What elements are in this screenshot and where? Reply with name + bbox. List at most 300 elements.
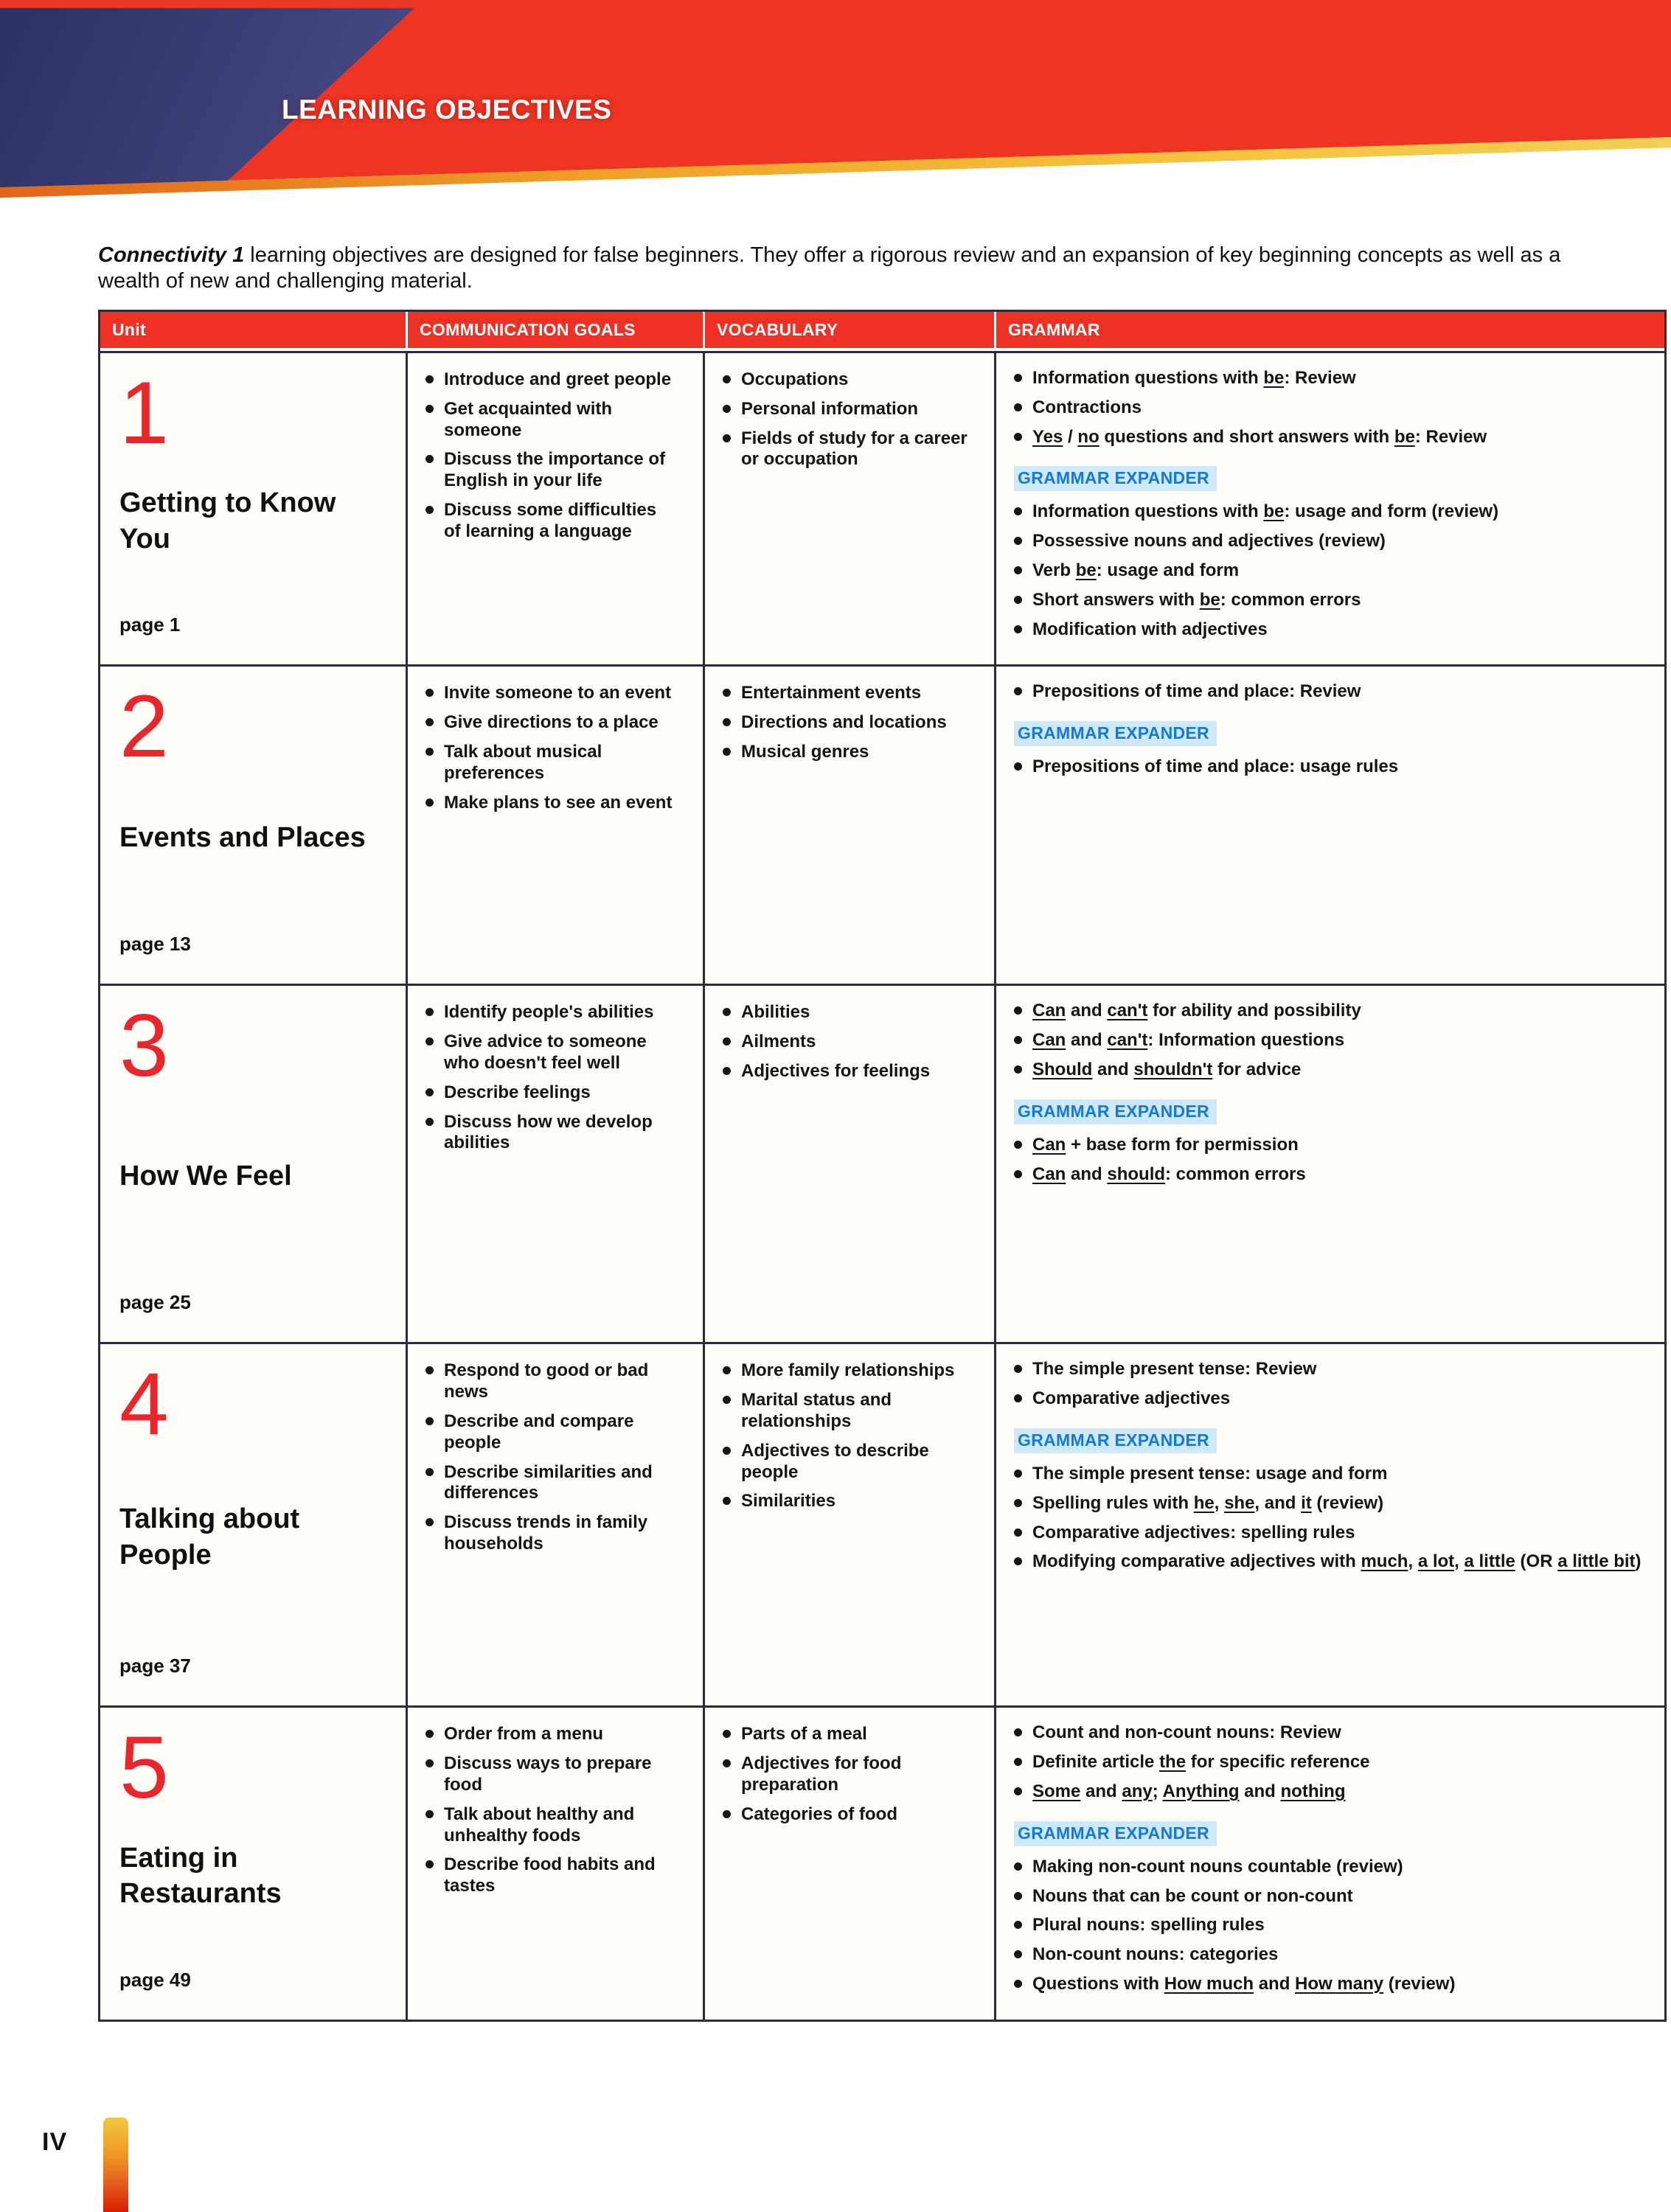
underlined-term: Can [1032, 1134, 1066, 1155]
bullet-icon [425, 1366, 434, 1374]
unit-title: Getting to Know You [119, 487, 336, 554]
list-item-text: Abilities [741, 1002, 810, 1023]
unit-title: How We Feel [119, 1161, 292, 1192]
list-item [1014, 1493, 1642, 1514]
list-item-text: Yes / no questions and short answers with be: Review [1032, 426, 1487, 447]
table-body [100, 351, 1664, 2020]
underlined-term: be [1263, 501, 1285, 522]
list-item-text: Make plans to see an event [444, 792, 673, 813]
list-item [1014, 1135, 1642, 1156]
list-item-text: Can and should: common errors [1032, 1164, 1306, 1184]
list-item [1014, 1886, 1642, 1907]
bullet-icon [1014, 1758, 1022, 1766]
unit-number: 3 [119, 996, 169, 1096]
list-item [1014, 560, 1642, 582]
unit-cell [100, 353, 406, 664]
list-item [723, 1753, 969, 1796]
underlined-term: the [1159, 1752, 1187, 1773]
list-item-text: Talk about musical preferences [444, 741, 602, 783]
list-item [1014, 1857, 1642, 1878]
underlined-term: shouldn't [1133, 1059, 1213, 1079]
list-item [425, 793, 678, 814]
vocabulary-cell [703, 667, 994, 984]
column-header-grammar: GRAMMAR [994, 312, 1664, 348]
underlined-term: Some [1032, 1781, 1081, 1801]
vocabulary-cell [703, 1344, 994, 1705]
underlined-term: much [1361, 1551, 1408, 1572]
bullet-icon [1014, 1394, 1022, 1402]
list-item-text: Discuss some difficulties of learning a language [444, 499, 657, 541]
unit-number: 5 [119, 1718, 169, 1818]
underlined-term: Can [1032, 1030, 1066, 1051]
list-item-text: Short answers with be: common errors [1032, 589, 1361, 610]
unit-number: 4 [119, 1354, 169, 1454]
column-header-vocabulary: VOCABULARY [703, 312, 994, 348]
unit-row [100, 1342, 1664, 1705]
list-item-text: Modification with adjectives [1032, 619, 1268, 639]
unit-cell [100, 1708, 406, 2019]
communication-goals-cell [406, 986, 703, 1342]
bullet-icon [723, 1810, 731, 1818]
underlined-term: be [1075, 560, 1097, 580]
list-item [1014, 757, 1642, 778]
bullet-icon [1014, 1499, 1022, 1507]
bullet-icon [425, 1730, 434, 1738]
unit-number: 1 [119, 364, 169, 462]
list-item-text: Spelling rules with he, she, and it (review) [1032, 1492, 1384, 1513]
column-header-unit: Unit [112, 320, 146, 339]
bullet-icon [723, 1008, 731, 1016]
grammar-list [1014, 368, 1642, 448]
bullet-icon [425, 1468, 434, 1476]
list-item-text: Can and can't: Information questions [1032, 1030, 1345, 1051]
bullet-icon [425, 1860, 434, 1868]
page-header-banner [0, 0, 1671, 201]
bullet-icon [425, 1008, 434, 1016]
bullet-icon [723, 1730, 731, 1738]
goals-list [425, 1724, 678, 1897]
list-item-text: Information questions with be: Review [1032, 368, 1356, 388]
list-item [425, 1032, 678, 1074]
list-item-text: Categories of food [741, 1804, 898, 1824]
learning-objectives-table [98, 310, 1667, 2022]
vocabulary-list [723, 683, 969, 762]
bullet-icon [425, 1037, 434, 1046]
underlined-term: Yes [1032, 426, 1063, 447]
list-item [1014, 1001, 1642, 1022]
grammar-cell [994, 353, 1664, 664]
list-item [425, 1512, 678, 1555]
list-item [425, 712, 678, 734]
bullet-icon [425, 1088, 434, 1096]
bullet-icon [1014, 1787, 1022, 1795]
bullet-icon [425, 375, 434, 383]
unit-title: Events and Places [119, 821, 366, 853]
table-header-row [100, 312, 1664, 351]
list-item-text: Respond to good or bad news [444, 1360, 649, 1402]
list-item [723, 1002, 969, 1023]
communication-goals-cell [406, 667, 703, 984]
list-item-text: Nouns that can be count or non-count [1032, 1885, 1353, 1906]
list-item [723, 712, 969, 734]
unit-cell [100, 667, 406, 984]
list-item [425, 369, 678, 391]
grammar-list [1014, 1722, 1642, 1802]
intro-text: learning objectives are designed for false beginners. They offer a rigorous review and an expansion of key beginning concepts as well as a wealth of new and challenging material. [98, 243, 1561, 293]
bullet-icon [1014, 762, 1022, 771]
list-item [425, 1753, 678, 1796]
bullet-icon [1014, 1950, 1022, 1958]
unit-title: Talking about People [119, 1503, 300, 1571]
list-item-text: Comparative adjectives: spelling rules [1032, 1522, 1355, 1543]
list-item [425, 1411, 678, 1454]
list-item [425, 683, 678, 704]
grammar-expander-list [1014, 757, 1642, 778]
bullet-icon [1014, 1470, 1022, 1478]
list-item [1014, 681, 1642, 703]
list-item-text: Occupations [741, 369, 849, 389]
page-title: LEARNING OBJECTIVES [282, 94, 612, 125]
list-item [1014, 397, 1642, 419]
underlined-term: be [1263, 368, 1285, 388]
communication-goals-cell [406, 1708, 703, 2019]
bullet-icon [425, 1810, 434, 1818]
list-item-text: Prepositions of time and place: Review [1032, 681, 1361, 702]
vocabulary-list [723, 369, 969, 470]
list-item-text: Parts of a meal [741, 1724, 867, 1745]
bullet-icon [1014, 1863, 1022, 1871]
intro-book-title: Connectivity 1 [98, 243, 245, 267]
underlined-term: can't [1107, 1030, 1148, 1051]
grammar-list [1014, 681, 1642, 703]
bullet-icon [723, 1759, 731, 1767]
bullet-icon [723, 689, 731, 697]
list-item-text: Adjectives for food preparation [741, 1753, 902, 1795]
bullet-icon [1014, 566, 1022, 574]
grammar-list [1014, 1001, 1642, 1080]
list-item-text: Entertainment events [741, 683, 922, 703]
list-item-text: Personal information [741, 398, 919, 419]
list-item-text: Information questions with be: usage and form (review) [1032, 501, 1499, 522]
list-item [723, 1360, 969, 1382]
bullet-icon [1014, 1065, 1022, 1074]
list-item [1014, 1781, 1642, 1803]
list-item-text: Adjectives for feelings [741, 1060, 931, 1081]
list-item-text: Discuss trends in family households [444, 1512, 648, 1554]
list-item [1014, 1551, 1642, 1573]
unit-row [100, 664, 1664, 984]
list-item [425, 1002, 678, 1023]
unit-cell [100, 1344, 406, 1705]
list-item-text: Verb be: usage and form [1032, 560, 1240, 580]
list-item [1014, 1030, 1642, 1051]
bullet-icon [1014, 374, 1022, 382]
unit-cell [100, 986, 406, 1342]
list-item [723, 369, 969, 391]
list-item-text: Invite someone to an event [444, 683, 672, 703]
list-item-text: Making non-count nouns countable (review) [1032, 1856, 1403, 1877]
list-item [1014, 1915, 1642, 1936]
unit-page-label: page 13 [119, 933, 191, 956]
list-item-text: Fields of study for a career or occupation [741, 428, 967, 470]
list-item-text: Non-count nouns: categories [1032, 1944, 1279, 1965]
list-item-text: Prepositions of time and place: usage rules [1032, 757, 1399, 777]
list-item [425, 1462, 678, 1505]
grammar-expander-badge: GRAMMAR EXPANDER [1014, 1099, 1217, 1124]
communication-goals-cell [406, 1344, 703, 1705]
list-item-text: Give directions to a place [444, 712, 659, 733]
list-item-text: Musical genres [741, 741, 869, 762]
list-item-text: Identify people's abilities [444, 1002, 654, 1023]
list-item [1014, 368, 1642, 389]
underlined-term: How many [1295, 1973, 1384, 1994]
bullet-icon [425, 1417, 434, 1425]
list-item [425, 1082, 678, 1104]
bullet-icon [425, 405, 434, 413]
bullet-icon [1014, 1006, 1022, 1015]
underlined-term: he [1193, 1492, 1215, 1513]
list-item [723, 1724, 969, 1745]
list-item-text: Talk about healthy and unhealthy foods [444, 1804, 635, 1846]
grammar-expander-badge: GRAMMAR EXPANDER [1014, 721, 1217, 746]
underlined-term: should [1107, 1164, 1166, 1184]
bullet-icon [1014, 537, 1022, 545]
underlined-term: Should [1032, 1059, 1093, 1079]
list-item [723, 1061, 969, 1082]
underlined-term: be [1394, 426, 1415, 447]
list-item-text: Count and non-count nouns: Review [1032, 1722, 1341, 1743]
list-item-text: Some and any; Anything and nothing [1032, 1781, 1346, 1801]
list-item [1014, 427, 1642, 448]
list-item-text: Discuss ways to prepare food [444, 1753, 652, 1795]
list-item [425, 1360, 678, 1403]
bullet-icon [1014, 433, 1022, 441]
bullet-icon [425, 1759, 434, 1767]
list-item-text: Similarities [741, 1491, 836, 1512]
unit-page-label: page 1 [119, 613, 181, 636]
underlined-term: a little [1464, 1551, 1515, 1572]
underlined-term: she [1224, 1492, 1255, 1513]
list-item-text: Comparative adjectives [1032, 1388, 1231, 1409]
bullet-icon [425, 689, 434, 697]
bullet-icon [425, 1118, 434, 1126]
list-item [425, 1854, 678, 1897]
grammar-cell [994, 667, 1664, 984]
grammar-cell [994, 986, 1664, 1342]
underlined-term: any [1122, 1781, 1153, 1801]
bullet-icon [1014, 596, 1022, 604]
grammar-expander-list [1014, 501, 1642, 640]
goals-list [425, 1360, 678, 1554]
vocabulary-list [723, 1360, 969, 1512]
list-item [425, 399, 678, 442]
list-item [1014, 1944, 1642, 1966]
unit-row [100, 984, 1664, 1342]
underlined-term: a lot [1417, 1551, 1455, 1572]
list-item [425, 1804, 678, 1847]
bullet-icon [723, 1396, 731, 1404]
unit-page-label: page 25 [119, 1291, 191, 1314]
underlined-term: can't [1107, 1001, 1148, 1021]
list-item [1014, 590, 1642, 611]
grammar-cell [994, 1344, 1664, 1705]
bullet-icon [1014, 1557, 1022, 1565]
list-item [723, 399, 969, 420]
bullet-icon [1014, 1036, 1022, 1044]
bullet-icon [1014, 507, 1022, 515]
list-item-text: Adjectives to describe people [741, 1440, 929, 1482]
list-item-text: Should and shouldn't for advice [1032, 1059, 1302, 1079]
list-item-text: Discuss how we develop abilities [444, 1111, 653, 1153]
bullet-icon [723, 375, 731, 383]
underlined-term: it [1301, 1492, 1312, 1513]
unit-page-label: page 49 [119, 1968, 191, 1991]
communication-goals-cell [406, 353, 703, 664]
vocabulary-cell [703, 353, 994, 664]
underlined-term: nothing [1280, 1781, 1346, 1801]
bullet-icon [723, 434, 731, 442]
underlined-term: be [1199, 589, 1220, 610]
grammar-expander-badge: GRAMMAR EXPANDER [1014, 466, 1217, 491]
page-number: IV [42, 2128, 68, 2156]
list-item [723, 1032, 969, 1053]
list-item [425, 449, 678, 492]
underlined-term: Can [1032, 1001, 1066, 1021]
list-item-text: Get acquainted with someone [444, 398, 613, 440]
grammar-expander-badge: GRAMMAR EXPANDER [1014, 1428, 1217, 1453]
list-item [1014, 1523, 1642, 1544]
list-item [425, 742, 678, 785]
list-item [1014, 1060, 1642, 1081]
list-item-text: Introduce and greet people [444, 369, 672, 389]
list-item-text: Give advice to someone who doesn't feel well [444, 1032, 647, 1073]
list-item [723, 1390, 969, 1433]
bullet-icon [1014, 1528, 1022, 1537]
list-item [1014, 1752, 1642, 1773]
list-item [1014, 1388, 1642, 1410]
list-item-text: Plural nouns: spelling rules [1032, 1915, 1265, 1935]
list-item-text: Ailments [741, 1032, 816, 1052]
bullet-icon [723, 405, 731, 413]
underlined-term: Can [1032, 1164, 1066, 1184]
list-item [1014, 1164, 1642, 1186]
bullet-icon [723, 748, 731, 756]
list-item-text: Can and can't for ability and possibility [1032, 1001, 1361, 1021]
list-item [1014, 1464, 1642, 1485]
underlined-term: How much [1164, 1973, 1254, 1994]
list-item-text: Definite article the for specific reference [1032, 1752, 1370, 1773]
bullet-icon [723, 1366, 731, 1374]
unit-page-label: page 37 [119, 1655, 191, 1677]
bullet-icon [723, 1067, 731, 1075]
vocabulary-list [723, 1002, 969, 1082]
grammar-expander-badge: GRAMMAR EXPANDER [1014, 1821, 1217, 1846]
list-item [1014, 1359, 1642, 1380]
list-item-text: Describe and compare people [444, 1411, 634, 1453]
list-item [723, 1441, 969, 1484]
bullet-icon [1014, 625, 1022, 633]
list-item [1014, 1974, 1642, 1995]
list-item-text: Describe similarities and differences [444, 1461, 653, 1503]
list-item [425, 500, 678, 543]
bullet-icon [723, 718, 731, 726]
list-item [1014, 501, 1642, 523]
vocabulary-cell [703, 1708, 994, 2019]
list-item-text: Questions with How much and How many (review) [1032, 1973, 1456, 1994]
list-item-text: Order from a menu [444, 1724, 604, 1745]
underlined-term: a little bit [1557, 1551, 1636, 1572]
list-item-text: The simple present tense: usage and form [1032, 1463, 1388, 1484]
list-item [723, 428, 969, 471]
list-item-text: Can + base form for permission [1032, 1134, 1299, 1155]
bullet-icon [1014, 687, 1022, 695]
goals-list [425, 1002, 678, 1154]
unit-row [100, 1705, 1664, 2019]
list-item [1014, 619, 1642, 641]
unit-title: Eating in Restaurants [119, 1842, 282, 1910]
list-item-text: Directions and locations [741, 712, 947, 733]
bullet-icon [1014, 403, 1022, 411]
goals-list [425, 683, 678, 813]
column-header-communication-goals: COMMUNICATION GOALS [406, 312, 703, 348]
bullet-icon [425, 455, 434, 463]
underlined-term: no [1077, 426, 1099, 447]
bullet-icon [425, 1518, 434, 1526]
list-item [425, 1112, 678, 1155]
list-item-text: More family relationships [741, 1360, 955, 1381]
list-item-text: Discuss the importance of English in your life [444, 449, 666, 491]
bullet-icon [1014, 1141, 1022, 1149]
list-item-text: Marital status and relationships [741, 1390, 892, 1431]
intro-paragraph [98, 243, 1595, 295]
unit-number: 2 [119, 677, 169, 776]
list-item-text: Describe food habits and tastes [444, 1854, 656, 1896]
bullet-icon [425, 748, 434, 756]
grammar-expander-list [1014, 1857, 1642, 1995]
bullet-icon [1014, 1728, 1022, 1736]
grammar-cell [994, 1708, 1664, 2019]
list-item-text: Possessive nouns and adjectives (review) [1032, 531, 1386, 552]
list-item-text: Contractions [1032, 397, 1142, 417]
list-item [723, 683, 969, 704]
list-item [1014, 1722, 1642, 1744]
underlined-term: Anything [1162, 1781, 1240, 1801]
list-item [425, 1724, 678, 1745]
list-item [1014, 531, 1642, 552]
bullet-icon [1014, 1980, 1022, 1988]
unit-row [100, 351, 1664, 664]
list-item [723, 1804, 969, 1826]
list-item-text: The simple present tense: Review [1032, 1359, 1317, 1380]
bullet-icon [723, 1037, 731, 1046]
bullet-icon [425, 506, 434, 514]
list-item [723, 742, 969, 763]
bullet-icon [723, 1497, 731, 1505]
list-item [723, 1491, 969, 1512]
footer-gradient-bar [103, 2118, 128, 2212]
vocabulary-cell [703, 986, 994, 1342]
list-item-text: Modifying comparative adjectives with much, a lot, a little (OR a little bit) [1032, 1551, 1642, 1572]
bullet-icon [1014, 1892, 1022, 1900]
grammar-expander-list [1014, 1135, 1642, 1186]
bullet-icon [1014, 1365, 1022, 1373]
goals-list [425, 369, 678, 543]
grammar-expander-list [1014, 1464, 1642, 1573]
list-item-text: Describe feelings [444, 1082, 591, 1102]
bullet-icon [1014, 1170, 1022, 1178]
bullet-icon [1014, 1921, 1022, 1929]
bullet-icon [425, 799, 434, 807]
